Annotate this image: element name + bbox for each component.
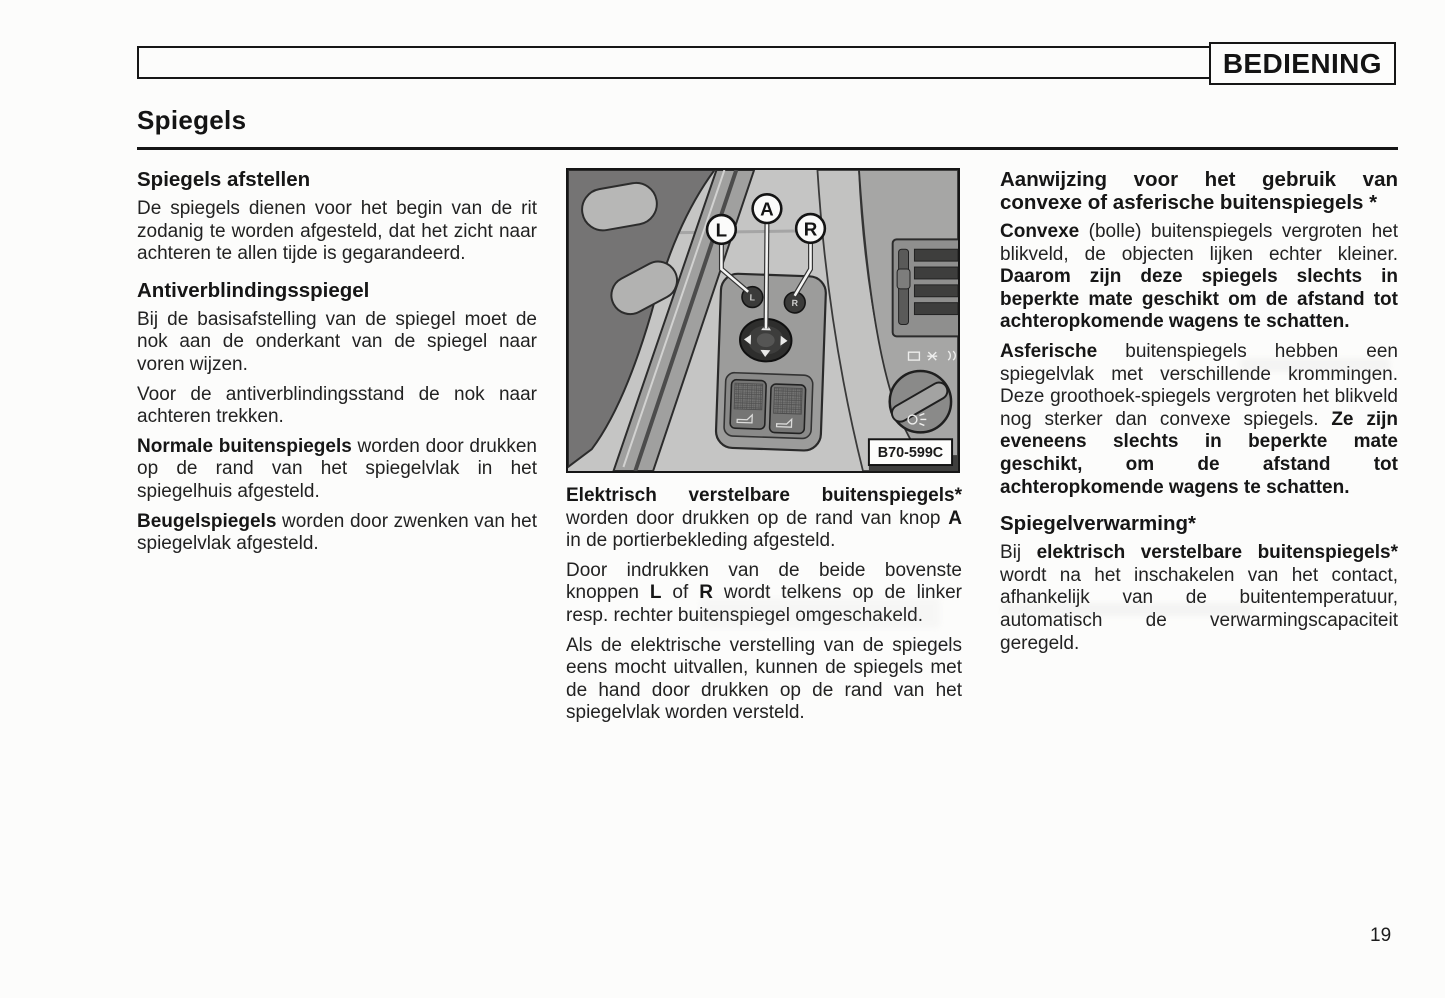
mirror-control-panel — [715, 273, 826, 451]
column-paragraph: Normale buitenspiegels worden door drukken op de rand van het spiegelvlak in het spiegelhuis afgesteld. — [137, 435, 537, 502]
page-title: Spiegels — [137, 105, 247, 135]
right-column — [1000, 166, 1398, 662]
column-paragraph: Elektrisch verstelbare buitenspiegels* worden door drukken op de rand van knop A in de portierbekleding afgesteld. — [566, 485, 962, 552]
column-paragraph: Beugelspiegels worden door zwenken van het spiegelvlak afgesteld. — [137, 510, 537, 555]
left-column — [137, 166, 537, 563]
column-heading: Spiegels afstellen — [137, 168, 311, 191]
column-heading: Antiverblindingsspiegel — [137, 278, 370, 302]
window-switches — [724, 372, 813, 438]
page-number: 19 — [1370, 925, 1392, 946]
svg-text:A: A — [760, 198, 774, 220]
svg-text:R: R — [803, 218, 818, 240]
column-paragraph: Convexe (bolle) buitenspiegels vergroten het blikveld, de objecten lijken echter kleiner. Daarom zijn deze spiegels slechts in beperkte mate geschikt om de afstand tot achteropkomende wagens te schatten. — [1000, 221, 1398, 333]
figure-code-box — [869, 439, 952, 465]
column-paragraph: Asferische buitenspiegels hebben een spiegelvlak met verschillende krommingen. Deze groothoek-spiegels vergroten het blikveld nog sterker dan convexe spiegels. Ze zijn eveneens slechts in beperkte mate geschikt, om de afstand tot achteropkomende wagens te schatten. — [1000, 340, 1398, 498]
svg-text:R: R — [791, 297, 799, 309]
air-vent — [893, 239, 958, 336]
column-paragraph: Bij de basisafstelling van de spiegel moet de nok aan de onderkant van de spiegel naar voren wijzen. — [137, 308, 537, 375]
window-switch-left — [730, 380, 766, 430]
section-divider — [137, 147, 1398, 150]
svg-text:B70-599C: B70-599C — [877, 445, 944, 462]
door-controls-illustration — [566, 168, 960, 473]
svg-text:L: L — [749, 292, 756, 303]
column-paragraph: Als de elektrische verstelling van de spiegels eens mocht uitvallen, kunnen de spiegels met de hand door drukken op de rand van het spiegelvlak worden versteld. — [566, 634, 962, 724]
window-switch-right — [769, 384, 805, 434]
print-bleedthrough — [1240, 358, 1390, 372]
callout-mirror-left — [707, 215, 736, 244]
header-banner — [137, 46, 1396, 79]
headlight-switch — [889, 371, 951, 432]
column-heading: Aanwijzing voor het gebruik van convexe of asferische buitenspiegels * — [1000, 168, 1398, 214]
column-heading: Spiegelverwarming* — [1000, 512, 1196, 536]
callout-adjust-knob — [753, 194, 782, 223]
callout-mirror-right — [796, 214, 825, 243]
header-title-box — [1209, 42, 1396, 85]
middle-column — [566, 166, 962, 732]
svg-text:L: L — [715, 219, 728, 241]
column-paragraph: Bij elektrisch verstelbare buitenspiegels* wordt na het inschakelen van het contact, afhankelijk van de buitentemperatuur, automatisch de verwarmingscapaciteit geregeld. — [1000, 542, 1398, 654]
print-bleedthrough — [1002, 603, 1252, 616]
column-paragraph: De spiegels dienen voor het begin van de rit zodanig te worden afgesteld, dat het zicht naar achteren te allen tijde is gegarandeerd. — [137, 198, 537, 265]
column-paragraph: Door indrukken van de beide bovenste knoppen L of R wordt telkens op de linker resp. rechter buitenspiegel omgeschakeld. — [566, 559, 963, 626]
header-title: BEDIENING — [1222, 47, 1382, 79]
column-paragraph: Voor de antiverblindingsstand de nok naar achteren trekken. — [137, 383, 537, 428]
print-bleedthrough — [700, 598, 940, 628]
